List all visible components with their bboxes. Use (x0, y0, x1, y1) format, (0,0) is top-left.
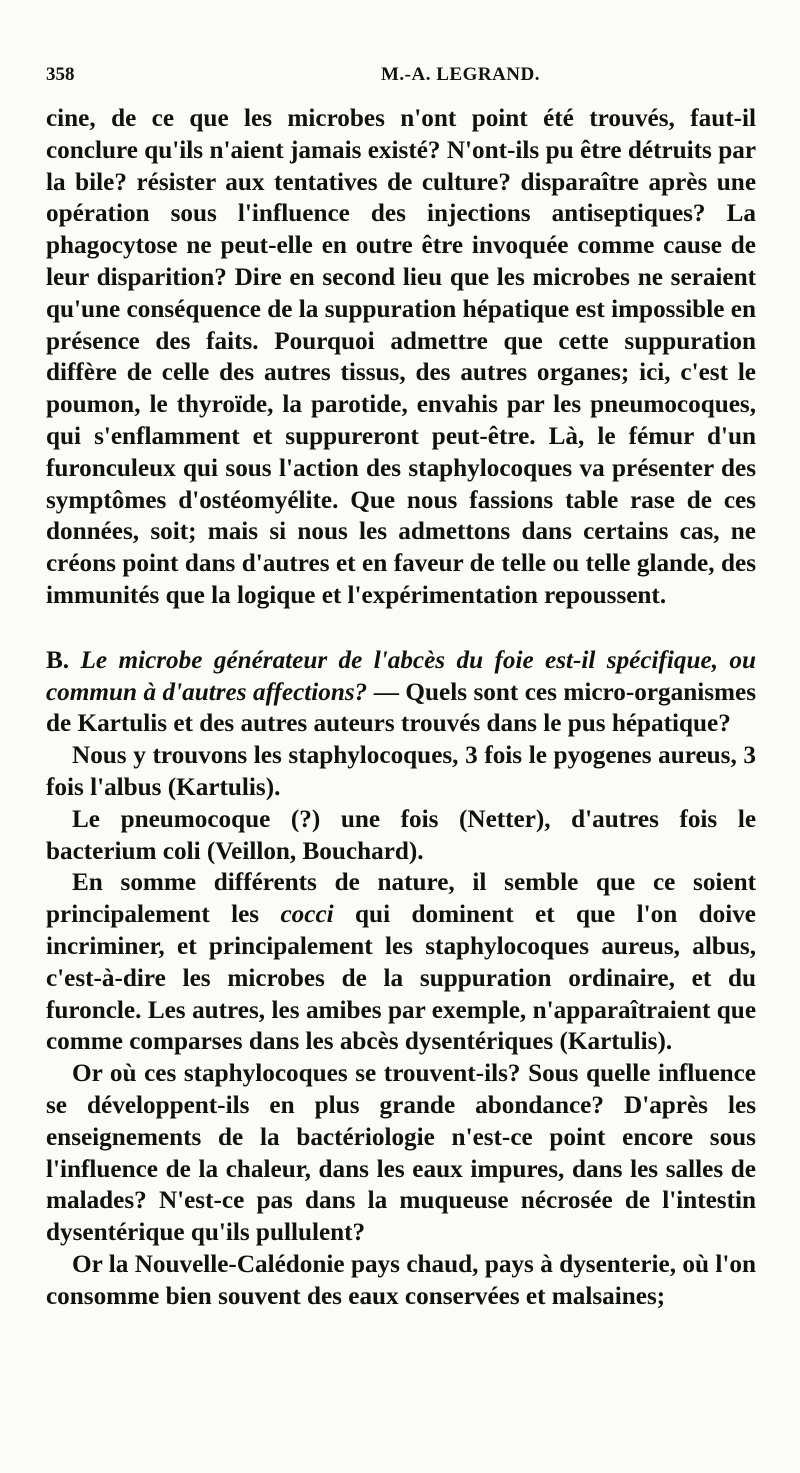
page-number: 358 (46, 64, 75, 85)
section-label: B. (46, 646, 70, 674)
running-head: M.-A. LEGRAND. (381, 64, 540, 85)
paragraph: Nous y trouvons les staphylocoques, 3 fois le pyogenes aureus, 3 fois l'albus (Kartulis). (46, 742, 756, 801)
paragraph: Or où ces staphylocoques se trouvent-ils? Sous quelle influence se développent-ils en plus grande abondance? D'après les enseignements de la bactériologie n'est-ce point encore sous l'influence de la chaleur, dans les eaux impures, dans les salles de malades? N'est-ce pas dans la muqueuse nécrosée de l'intestin dysentérique qu'ils pullulent? (46, 1060, 756, 1247)
section-b-paragraph (46, 645, 756, 740)
paragraph (46, 867, 756, 1058)
paragraph: cine, de ce que les microbes n'ont point été trouvés, faut-il conclure qu'ils n'aient jamais existé? N'ont-ils pu être détruits par la bile? résister aux tentatives de culture? disparaître après une opération sous l'influence des injections antiseptiques? La phagocytose ne peut-elle en outre être invoquée comme cause de leur disparition? Dire en second lieu que les microbes ne seraient qu'une conséquence de la suppuration hépatique est impossible en présence des faits. Pourquoi admettre que cette suppuration diffère de celle des autres tissus, des autres organes; ici, c'est le poumon, le thyroïde, la parotide, envahis par les pneumocoques, qui s'enflamment et suppureront peut-être. Là, le fémur d'un furonculeux qui sous l'action des staphylocoques va présenter des symptômes d'ostéomyélite. Que nous fassions table rase de ces données, soit; mais si nous les admettons dans certains cas, ne créons point dans d'autres et en faveur de telle ou telle glande, des immunités que la logique et l'expérimentation repoussent. (46, 105, 756, 609)
page-header (46, 64, 756, 90)
paragraph: Or la Nouvelle-Calédonie pays chaud, pays à dysenterie, où l'on consomme bien souvent des eaux conservées et malsaines; (46, 1250, 756, 1310)
paragraph: Le pneumocoque (?) une fois (Netter), d'autres fois le bacterium coli (Veillon, Bouchard). (46, 805, 756, 865)
section-question: — Quels sont ces micro-organismes de Kartulis et des autres auteurs trouvés dans le pus hépatique? (46, 678, 756, 738)
paragraph-text: qui dominent et que l'on doive incriminer, et principalement les staphylocoques aureus, albus, c'est-à-dire les microbes de la suppuration ordinaire, et du furoncle. Les autres, les amibes par exemple, n'apparaîtraient que comme comparses dans les abcès dysentériques (Kartulis). (46, 901, 756, 1056)
section-title: Le microbe générateur de l'abcès du foie est-il spécifique, ou commun à d'autres affections? (46, 646, 757, 706)
italic-term: cocci (280, 901, 334, 929)
body-text (46, 103, 756, 1312)
paragraph-text: En somme différents de nature, il semble que ce soient principalement les (46, 869, 756, 929)
